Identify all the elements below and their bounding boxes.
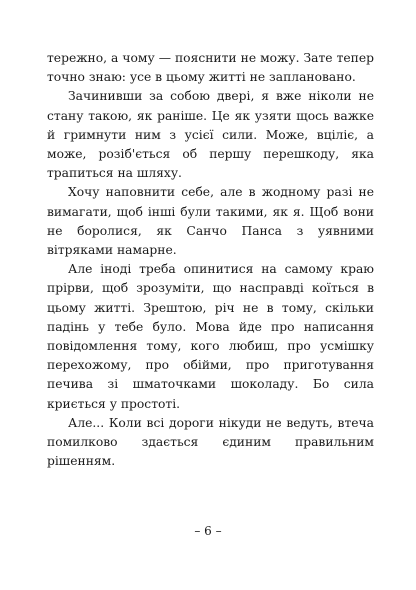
paragraph-1: тережно, а чому — пояснити не можу. Зате тепер точно знаю: усе в цьому житті не заплановано. (47, 51, 374, 85)
paragraph-4: Але іноді треба опинитися на самому краю прірви, щоб зрозуміти, що насправді коїться в цьому житті. Зрештою, річ не в тому, скільки падінь у тебе було. Мова йде про написання повідомлення тому, кого любиш, про усмішку перехожому, про обійми, про приготування печива зі шматочками шоколаду. Бо сила криється у простоті. (47, 262, 374, 411)
body-text (47, 49, 374, 471)
paragraph-3: Хочу наповнити себе, але в жодному разі не вимагати, щоб інші були такими, як я. Щоб вони не боролися, як Санчо Панса з уявними вітряками намарне. (47, 185, 374, 258)
paragraph-2: Зачинивши за собою двері, я вже ніколи не стану такою, як раніше. Це як узяти щось важке й гримнути ним з усієї сили. Може, вціліє, а може, розіб'ється об першу перешкоду, яка трапиться на шляху. (47, 89, 374, 181)
page-number: – 6 – (194, 524, 222, 538)
paragraph-5: Але... Коли всі дороги нікуди не ведуть, втеча помилково здається єдиним правильним рішенням. (47, 415, 374, 469)
